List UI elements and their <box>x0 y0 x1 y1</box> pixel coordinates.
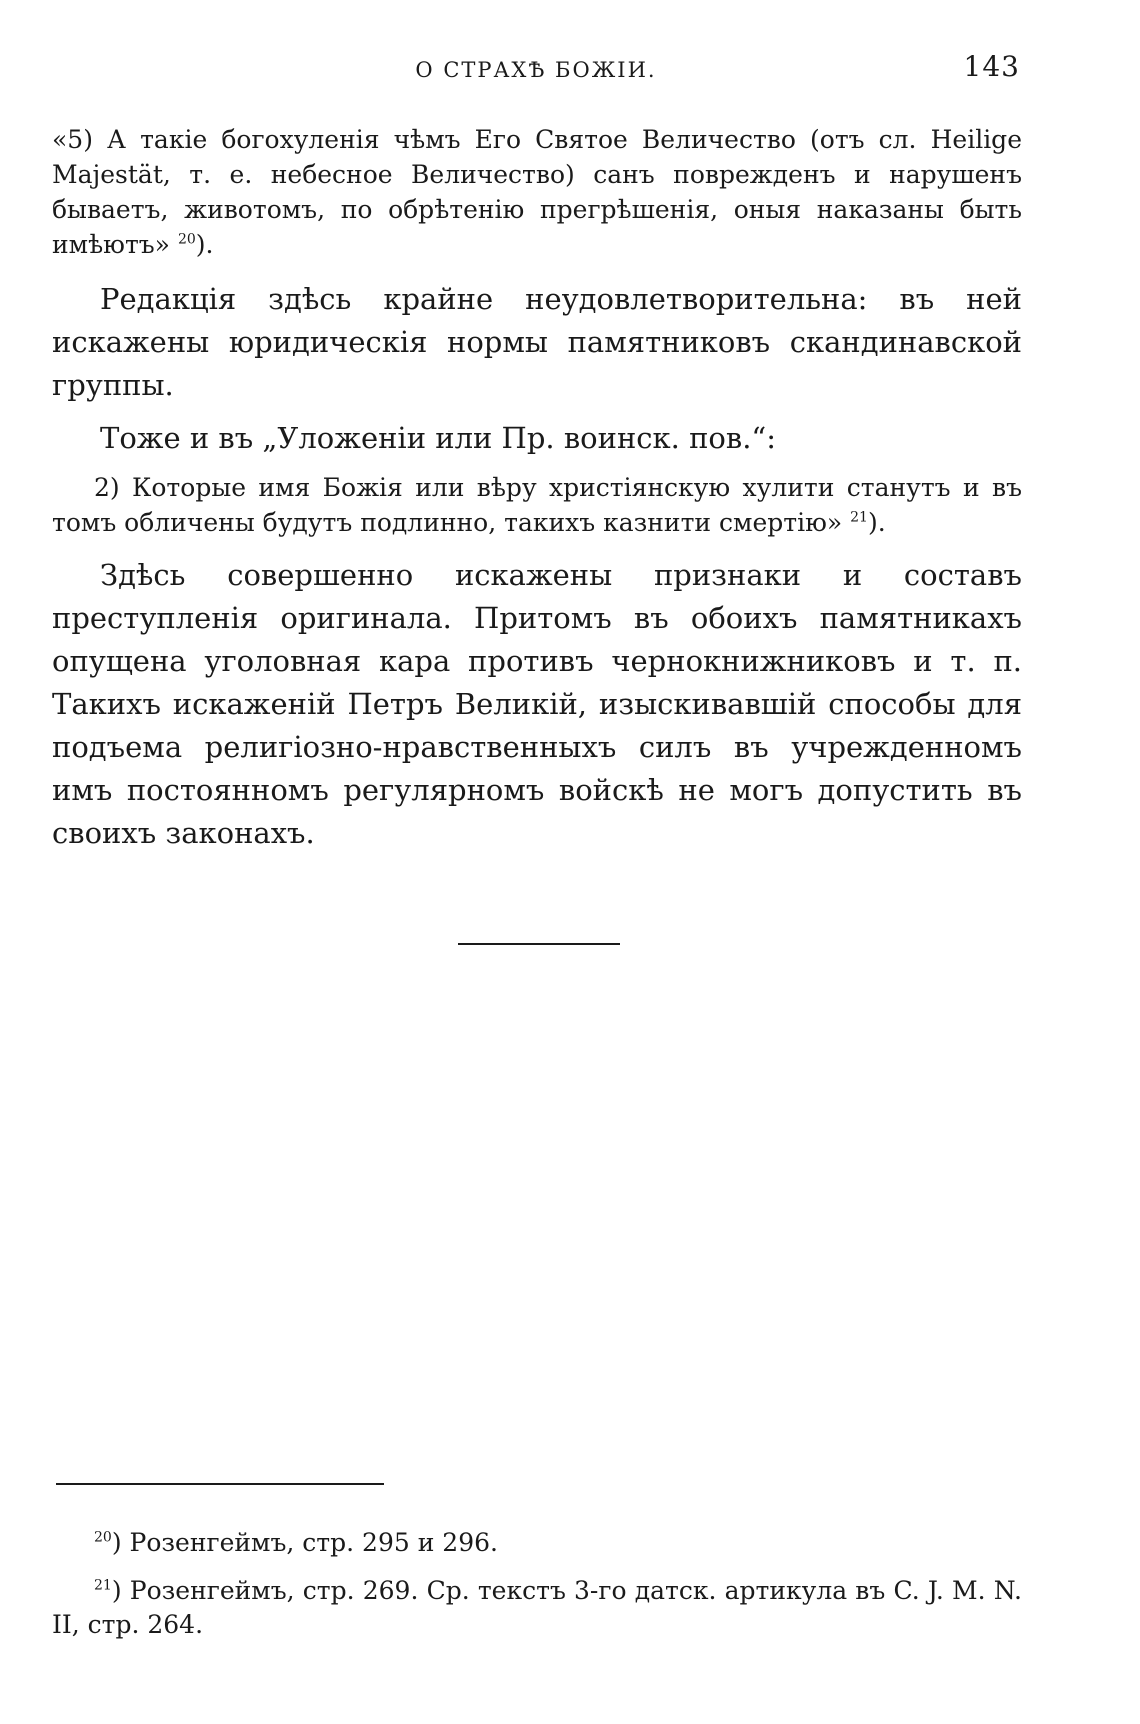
footnote-text-21: Розенгеймъ, стр. 269. Ср. текстъ 3-го датск. артикула въ C. J. M. N. II, стр. 264. <box>52 1576 1022 1639</box>
footnote-21 <box>52 1574 1022 1642</box>
footnote-20 <box>52 1526 1022 1560</box>
paragraph-redaction: Редакцiя здѣсь крайне неудовлетворительна: въ ней искажены юридическiя нормы памятниковъ скандинавской группы. <box>52 282 1022 402</box>
page-body <box>52 122 1022 855</box>
footnote-mark-21: 21 <box>94 1577 112 1594</box>
footnote-mark-20: 20 <box>94 1529 112 1546</box>
footnote-ref-20: 20 <box>177 231 196 248</box>
page-header <box>52 50 1020 90</box>
paragraph-ulozhenie: Тоже и въ „Уложенiи или Пр. воинск. пов.“: <box>100 421 777 455</box>
section-end-rule <box>458 943 620 945</box>
running-title: О СТРАХѢ БОЖIИ. <box>415 58 657 82</box>
paragraph-conclusion: Здѣсь совершенно искажены признаки и составъ преступленiя оригинала. Притомъ въ обоихъ памятникахъ опущена уголовная кара противъ чернокнижниковъ и т. п. Такихъ искаженiй Петръ Великiй, изыскивавшiй способы для подъема религiозно-нравственныхъ силъ въ учрежденномъ имъ постоянномъ регулярномъ войскѣ не могъ допустить въ своихъ законахъ. <box>52 558 1022 850</box>
footnotes <box>52 1526 1022 1642</box>
page-number: 143 <box>963 50 1020 83</box>
quote-article-2 <box>52 470 1022 540</box>
quote-article-2-end: ). <box>867 508 886 537</box>
footnote-paren-20: ) <box>111 1528 122 1557</box>
footnote-text-20: Розенгеймъ, стр. 295 и 296. <box>121 1528 498 1557</box>
quote-article-5 <box>52 122 1022 262</box>
quote-article-5-text: «5) А такiе богохуленiя чѣмъ Его Святое Величество (отъ сл. Heilige Majestät, т. е. небесное Величество) санъ поврежденъ и нарушенъ бываетъ, животомъ, по обрѣтенiю прегрѣшенiя, оныя наказаны быть имѣютъ» <box>52 125 1022 259</box>
footnote-ref-21: 21 <box>850 509 868 526</box>
footnote-paren-21: ) <box>111 1576 122 1605</box>
quote-article-5-end: ). <box>195 230 214 259</box>
quote-article-2-text: 2) Которые имя Божiя или вѣру христiянскую хулити станутъ и въ томъ обличены будутъ подлинно, такихъ казнити смертiю» <box>52 473 1022 537</box>
footnote-separator <box>56 1483 384 1485</box>
